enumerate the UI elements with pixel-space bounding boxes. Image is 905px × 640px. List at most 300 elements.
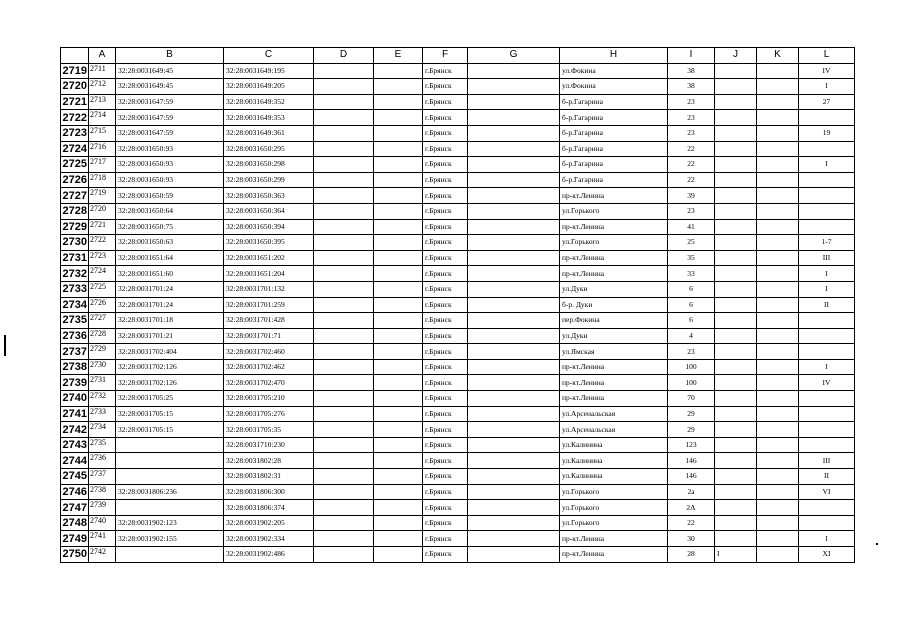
cell-i[interactable]: 25 (668, 235, 715, 251)
cell-a[interactable]: 2734 (89, 422, 116, 438)
cell-i[interactable]: 6 (668, 281, 715, 297)
cell-h[interactable]: пр-кт.Ленина (560, 547, 668, 563)
cell-g[interactable] (468, 141, 560, 157)
cell-b[interactable]: 32:28:0031702:126 (116, 375, 224, 391)
row-number[interactable]: 2741 (61, 406, 89, 422)
cell-c[interactable]: 32:28:0031806:374 (224, 500, 314, 516)
cell-j[interactable] (715, 359, 757, 375)
cell-i[interactable]: 6 (668, 297, 715, 313)
cell-h[interactable]: ул.Горького (560, 203, 668, 219)
cell-j[interactable] (715, 235, 757, 251)
cell-i[interactable]: 22 (668, 141, 715, 157)
cell-i[interactable]: 70 (668, 391, 715, 407)
cell-h[interactable]: б-р.Гагарина (560, 125, 668, 141)
cell-g[interactable] (468, 125, 560, 141)
row-number[interactable]: 2737 (61, 344, 89, 360)
cell-d[interactable] (314, 437, 374, 453)
cell-f[interactable]: г.Брянск (423, 235, 468, 251)
cell-b[interactable]: 32:28:0031650:64 (116, 203, 224, 219)
row-number[interactable]: 2739 (61, 375, 89, 391)
cell-f[interactable]: г.Брянск (423, 547, 468, 563)
cell-e[interactable] (374, 391, 423, 407)
cell-l[interactable]: IV (799, 63, 855, 79)
cell-d[interactable] (314, 500, 374, 516)
cell-a[interactable]: 2716 (89, 141, 116, 157)
cell-h[interactable]: ул.Дуки (560, 328, 668, 344)
cell-i[interactable]: 23 (668, 203, 715, 219)
cell-f[interactable]: г.Брянск (423, 328, 468, 344)
cell-c[interactable]: 32:28:0031701:132 (224, 281, 314, 297)
cell-k[interactable] (757, 313, 799, 329)
cell-g[interactable] (468, 188, 560, 204)
row-number[interactable]: 2748 (61, 515, 89, 531)
cell-g[interactable] (468, 110, 560, 126)
cell-d[interactable] (314, 125, 374, 141)
cell-f[interactable]: г.Брянск (423, 219, 468, 235)
cell-d[interactable] (314, 531, 374, 547)
cell-c[interactable]: 32:28:0031651:202 (224, 250, 314, 266)
cell-c[interactable]: 32:28:0031650:395 (224, 235, 314, 251)
cell-l[interactable] (799, 313, 855, 329)
cell-l[interactable]: IV (799, 375, 855, 391)
cell-k[interactable] (757, 328, 799, 344)
cell-k[interactable] (757, 469, 799, 485)
cell-c[interactable]: 32:28:0031705:210 (224, 391, 314, 407)
cell-k[interactable] (757, 359, 799, 375)
cell-d[interactable] (314, 250, 374, 266)
cell-a[interactable]: 2722 (89, 235, 116, 251)
cell-g[interactable] (468, 328, 560, 344)
cell-b[interactable]: 32:28:0031650:93 (116, 141, 224, 157)
cell-k[interactable] (757, 266, 799, 282)
cell-g[interactable] (468, 63, 560, 79)
cell-j[interactable] (715, 172, 757, 188)
cell-i[interactable]: 4 (668, 328, 715, 344)
cell-c[interactable]: 32:28:0031701:428 (224, 313, 314, 329)
cell-c[interactable]: 32:28:0031702:460 (224, 344, 314, 360)
cell-c[interactable]: 32:28:0031650:299 (224, 172, 314, 188)
cell-a[interactable]: 2741 (89, 531, 116, 547)
column-header-a[interactable]: A (89, 48, 116, 64)
cell-k[interactable] (757, 79, 799, 95)
cell-e[interactable] (374, 188, 423, 204)
cell-d[interactable] (314, 266, 374, 282)
cell-g[interactable] (468, 157, 560, 173)
cell-g[interactable] (468, 375, 560, 391)
cell-d[interactable] (314, 63, 374, 79)
cell-b[interactable]: 32:28:0031701:18 (116, 313, 224, 329)
row-number[interactable]: 2727 (61, 188, 89, 204)
row-number[interactable]: 2738 (61, 359, 89, 375)
row-number[interactable]: 2733 (61, 281, 89, 297)
cell-d[interactable] (314, 297, 374, 313)
cell-h[interactable]: б-р.Гагарина (560, 172, 668, 188)
cell-j[interactable] (715, 203, 757, 219)
cell-c[interactable]: 32:28:0031705:35 (224, 422, 314, 438)
column-header-e[interactable]: E (374, 48, 423, 64)
cell-f[interactable]: г.Брянск (423, 141, 468, 157)
cell-e[interactable] (374, 406, 423, 422)
cell-b[interactable]: 32:28:0031902:123 (116, 515, 224, 531)
cell-j[interactable] (715, 422, 757, 438)
cell-l[interactable] (799, 172, 855, 188)
cell-g[interactable] (468, 203, 560, 219)
cell-l[interactable] (799, 406, 855, 422)
cell-j[interactable] (715, 500, 757, 516)
cell-g[interactable] (468, 359, 560, 375)
cell-h[interactable]: ул.Калинина (560, 437, 668, 453)
cell-f[interactable]: г.Брянск (423, 94, 468, 110)
column-header-l[interactable]: L (799, 48, 855, 64)
cell-c[interactable]: 32:28:0031902:486 (224, 547, 314, 563)
cell-b[interactable] (116, 437, 224, 453)
cell-e[interactable] (374, 94, 423, 110)
cell-j[interactable] (715, 453, 757, 469)
cell-a[interactable]: 2737 (89, 469, 116, 485)
cell-l[interactable] (799, 437, 855, 453)
cell-b[interactable]: 32:28:0031650:59 (116, 188, 224, 204)
cell-d[interactable] (314, 235, 374, 251)
cell-j[interactable] (715, 157, 757, 173)
cell-j[interactable] (715, 515, 757, 531)
cell-f[interactable]: г.Брянск (423, 188, 468, 204)
cell-h[interactable]: ул.Горького (560, 235, 668, 251)
row-number[interactable]: 2730 (61, 235, 89, 251)
row-number[interactable]: 2721 (61, 94, 89, 110)
cell-e[interactable] (374, 484, 423, 500)
cell-c[interactable]: 32:28:0031650:295 (224, 141, 314, 157)
row-number[interactable]: 2729 (61, 219, 89, 235)
cell-b[interactable] (116, 500, 224, 516)
row-number[interactable]: 2734 (61, 297, 89, 313)
cell-j[interactable] (715, 328, 757, 344)
cell-l[interactable] (799, 188, 855, 204)
cell-b[interactable] (116, 547, 224, 563)
cell-h[interactable]: пр-кт.Ленина (560, 391, 668, 407)
cell-b[interactable] (116, 469, 224, 485)
cell-h[interactable]: б-р.Гагарина (560, 157, 668, 173)
cell-c[interactable]: 32:28:0031705:276 (224, 406, 314, 422)
cell-f[interactable]: г.Брянск (423, 344, 468, 360)
cell-k[interactable] (757, 500, 799, 516)
cell-b[interactable]: 32:28:0031702:126 (116, 359, 224, 375)
cell-b[interactable]: 32:28:0031647:59 (116, 110, 224, 126)
cell-f[interactable]: г.Брянск (423, 359, 468, 375)
cell-i[interactable]: 22 (668, 172, 715, 188)
cell-d[interactable] (314, 469, 374, 485)
cell-c[interactable]: 32:28:0031806:300 (224, 484, 314, 500)
cell-i[interactable]: 35 (668, 250, 715, 266)
cell-f[interactable]: г.Брянск (423, 531, 468, 547)
cell-f[interactable]: г.Брянск (423, 266, 468, 282)
cell-j[interactable] (715, 266, 757, 282)
cell-i[interactable]: 38 (668, 79, 715, 95)
cell-i[interactable]: 146 (668, 469, 715, 485)
cell-a[interactable]: 2742 (89, 547, 116, 563)
cell-e[interactable] (374, 203, 423, 219)
cell-g[interactable] (468, 547, 560, 563)
cell-e[interactable] (374, 79, 423, 95)
cell-g[interactable] (468, 406, 560, 422)
row-number[interactable]: 2720 (61, 79, 89, 95)
row-number[interactable]: 2723 (61, 125, 89, 141)
cell-d[interactable] (314, 359, 374, 375)
cell-b[interactable]: 32:28:0031705:15 (116, 406, 224, 422)
cell-i[interactable]: 23 (668, 94, 715, 110)
cell-i[interactable]: 33 (668, 266, 715, 282)
cell-h[interactable]: ул.Горького (560, 484, 668, 500)
column-header-i[interactable]: I (668, 48, 715, 64)
cell-g[interactable] (468, 515, 560, 531)
cell-e[interactable] (374, 375, 423, 391)
cell-f[interactable]: г.Брянск (423, 437, 468, 453)
cell-i[interactable]: 23 (668, 110, 715, 126)
cell-h[interactable]: ул.Фокина (560, 63, 668, 79)
cell-b[interactable]: 32:28:0031705:25 (116, 391, 224, 407)
cell-g[interactable] (468, 266, 560, 282)
cell-e[interactable] (374, 313, 423, 329)
cell-i[interactable]: 29 (668, 422, 715, 438)
cell-k[interactable] (757, 235, 799, 251)
cell-d[interactable] (314, 219, 374, 235)
cell-d[interactable] (314, 141, 374, 157)
cell-h[interactable]: ул.Калинина (560, 469, 668, 485)
cell-c[interactable]: 32:28:0031649:205 (224, 79, 314, 95)
cell-k[interactable] (757, 110, 799, 126)
column-header-k[interactable]: K (757, 48, 799, 64)
row-number[interactable]: 2744 (61, 453, 89, 469)
cell-j[interactable] (715, 94, 757, 110)
cell-l[interactable]: I (799, 359, 855, 375)
cell-j[interactable] (715, 297, 757, 313)
cell-g[interactable] (468, 484, 560, 500)
cell-h[interactable]: ул.Фокина (560, 79, 668, 95)
cell-h[interactable]: пер.Фокина (560, 313, 668, 329)
cell-f[interactable]: г.Брянск (423, 250, 468, 266)
cell-f[interactable]: г.Брянск (423, 297, 468, 313)
cell-l[interactable]: I (799, 266, 855, 282)
cell-l[interactable]: I (799, 157, 855, 173)
cell-c[interactable]: 32:28:0031651:204 (224, 266, 314, 282)
cell-b[interactable]: 32:28:0031702:404 (116, 344, 224, 360)
cell-k[interactable] (757, 531, 799, 547)
cell-c[interactable]: 32:28:0031702:470 (224, 375, 314, 391)
cell-l[interactable] (799, 422, 855, 438)
cell-h[interactable]: б-р.Гагарина (560, 141, 668, 157)
cell-i[interactable]: 38 (668, 63, 715, 79)
row-number[interactable]: 2745 (61, 469, 89, 485)
cell-i[interactable]: 30 (668, 531, 715, 547)
cell-f[interactable]: г.Брянск (423, 422, 468, 438)
cell-a[interactable]: 2711 (89, 63, 116, 79)
cell-c[interactable]: 32:28:0031650:364 (224, 203, 314, 219)
cell-h[interactable]: пр-кт.Ленина (560, 266, 668, 282)
cell-g[interactable] (468, 79, 560, 95)
cell-l[interactable] (799, 391, 855, 407)
cell-h[interactable]: ул.Дуки (560, 281, 668, 297)
cell-e[interactable] (374, 235, 423, 251)
cell-e[interactable] (374, 297, 423, 313)
corner-header[interactable] (61, 48, 89, 64)
cell-c[interactable]: 32:28:0031710:230 (224, 437, 314, 453)
cell-k[interactable] (757, 547, 799, 563)
cell-l[interactable] (799, 344, 855, 360)
cell-d[interactable] (314, 547, 374, 563)
column-header-b[interactable]: B (116, 48, 224, 64)
cell-f[interactable]: г.Брянск (423, 203, 468, 219)
cell-e[interactable] (374, 141, 423, 157)
cell-h[interactable]: б-р.Гагарина (560, 110, 668, 126)
cell-j[interactable] (715, 219, 757, 235)
cell-a[interactable]: 2739 (89, 500, 116, 516)
row-number[interactable]: 2719 (61, 63, 89, 79)
cell-i[interactable]: 39 (668, 188, 715, 204)
cell-j[interactable] (715, 63, 757, 79)
cell-i[interactable]: 22 (668, 157, 715, 173)
cell-h[interactable]: ул.Арсенальская (560, 422, 668, 438)
cell-b[interactable]: 32:28:0031902:155 (116, 531, 224, 547)
cell-e[interactable] (374, 172, 423, 188)
cell-i[interactable]: 29 (668, 406, 715, 422)
cell-l[interactable]: 19 (799, 125, 855, 141)
cell-g[interactable] (468, 500, 560, 516)
cell-e[interactable] (374, 266, 423, 282)
cell-h[interactable]: б-р. Дуки (560, 297, 668, 313)
cell-k[interactable] (757, 125, 799, 141)
cell-b[interactable]: 32:28:0031701:24 (116, 297, 224, 313)
cell-i[interactable]: 2а (668, 484, 715, 500)
cell-b[interactable]: 32:28:0031650:75 (116, 219, 224, 235)
cell-h[interactable]: ул.Горького (560, 515, 668, 531)
cell-e[interactable] (374, 328, 423, 344)
cell-l[interactable] (799, 203, 855, 219)
cell-a[interactable]: 2729 (89, 344, 116, 360)
cell-k[interactable] (757, 375, 799, 391)
cell-l[interactable] (799, 328, 855, 344)
cell-h[interactable]: ул.Ямская (560, 344, 668, 360)
row-number[interactable]: 2743 (61, 437, 89, 453)
cell-f[interactable]: г.Брянск (423, 453, 468, 469)
cell-i[interactable]: 2А (668, 500, 715, 516)
row-number[interactable]: 2750 (61, 547, 89, 563)
cell-a[interactable]: 2725 (89, 281, 116, 297)
cell-l[interactable]: I (799, 79, 855, 95)
cell-i[interactable]: 23 (668, 125, 715, 141)
cell-b[interactable]: 32:28:0031647:59 (116, 125, 224, 141)
cell-d[interactable] (314, 94, 374, 110)
cell-j[interactable] (715, 531, 757, 547)
cell-k[interactable] (757, 406, 799, 422)
cell-f[interactable]: г.Брянск (423, 125, 468, 141)
cell-l[interactable]: III (799, 250, 855, 266)
cell-a[interactable]: 2730 (89, 359, 116, 375)
cell-a[interactable]: 2733 (89, 406, 116, 422)
cell-l[interactable] (799, 500, 855, 516)
cell-k[interactable] (757, 453, 799, 469)
cell-g[interactable] (468, 391, 560, 407)
cell-k[interactable] (757, 250, 799, 266)
cell-a[interactable]: 2715 (89, 125, 116, 141)
cell-k[interactable] (757, 484, 799, 500)
cell-a[interactable]: 2712 (89, 79, 116, 95)
cell-k[interactable] (757, 297, 799, 313)
cell-l[interactable] (799, 219, 855, 235)
cell-j[interactable] (715, 141, 757, 157)
cell-g[interactable] (468, 469, 560, 485)
cell-h[interactable]: пр-кт.Ленина (560, 359, 668, 375)
cell-h[interactable]: ул.Горького (560, 500, 668, 516)
cell-c[interactable]: 32:28:0031649:361 (224, 125, 314, 141)
cell-c[interactable]: 32:28:0031650:394 (224, 219, 314, 235)
cell-i[interactable]: 28 (668, 547, 715, 563)
cell-h[interactable]: пр-кт.Ленина (560, 188, 668, 204)
cell-l[interactable]: 1-7 (799, 235, 855, 251)
cell-c[interactable]: 32:28:0031802:31 (224, 469, 314, 485)
cell-j[interactable] (715, 406, 757, 422)
cell-g[interactable] (468, 94, 560, 110)
cell-j[interactable] (715, 110, 757, 126)
row-number[interactable]: 2735 (61, 313, 89, 329)
cell-k[interactable] (757, 391, 799, 407)
cell-f[interactable]: г.Брянск (423, 79, 468, 95)
cell-a[interactable]: 2718 (89, 172, 116, 188)
row-number[interactable]: 2725 (61, 157, 89, 173)
cell-d[interactable] (314, 344, 374, 360)
cell-j[interactable]: I (715, 547, 757, 563)
row-number[interactable]: 2724 (61, 141, 89, 157)
cell-f[interactable]: г.Брянск (423, 391, 468, 407)
cell-k[interactable] (757, 281, 799, 297)
column-header-f[interactable]: F (423, 48, 468, 64)
cell-h[interactable]: ул.Калинина (560, 453, 668, 469)
cell-d[interactable] (314, 157, 374, 173)
cell-l[interactable] (799, 141, 855, 157)
cell-j[interactable] (715, 391, 757, 407)
cell-j[interactable] (715, 437, 757, 453)
cell-l[interactable]: II (799, 297, 855, 313)
cell-e[interactable] (374, 219, 423, 235)
cell-l[interactable] (799, 110, 855, 126)
cell-j[interactable] (715, 375, 757, 391)
cell-b[interactable]: 32:28:0031651:64 (116, 250, 224, 266)
cell-b[interactable]: 32:28:0031650:63 (116, 235, 224, 251)
cell-e[interactable] (374, 359, 423, 375)
cell-d[interactable] (314, 110, 374, 126)
cell-j[interactable] (715, 313, 757, 329)
cell-a[interactable]: 2740 (89, 515, 116, 531)
cell-j[interactable] (715, 281, 757, 297)
cell-b[interactable]: 32:28:0031650:93 (116, 157, 224, 173)
cell-g[interactable] (468, 297, 560, 313)
cell-k[interactable] (757, 188, 799, 204)
cell-c[interactable]: 32:28:0031902:334 (224, 531, 314, 547)
cell-c[interactable]: 32:28:0031701:259 (224, 297, 314, 313)
cell-a[interactable]: 2728 (89, 328, 116, 344)
cell-d[interactable] (314, 391, 374, 407)
cell-c[interactable]: 32:28:0031649:353 (224, 110, 314, 126)
cell-e[interactable] (374, 125, 423, 141)
cell-k[interactable] (757, 203, 799, 219)
cell-c[interactable]: 32:28:0031649:352 (224, 94, 314, 110)
cell-d[interactable] (314, 79, 374, 95)
cell-c[interactable]: 32:28:0031702:462 (224, 359, 314, 375)
cell-h[interactable]: б-р.Гагарина (560, 94, 668, 110)
cell-c[interactable]: 32:28:0031902:205 (224, 515, 314, 531)
cell-j[interactable] (715, 79, 757, 95)
cell-c[interactable]: 32:28:0031650:363 (224, 188, 314, 204)
cell-g[interactable] (468, 219, 560, 235)
cell-i[interactable]: 22 (668, 515, 715, 531)
